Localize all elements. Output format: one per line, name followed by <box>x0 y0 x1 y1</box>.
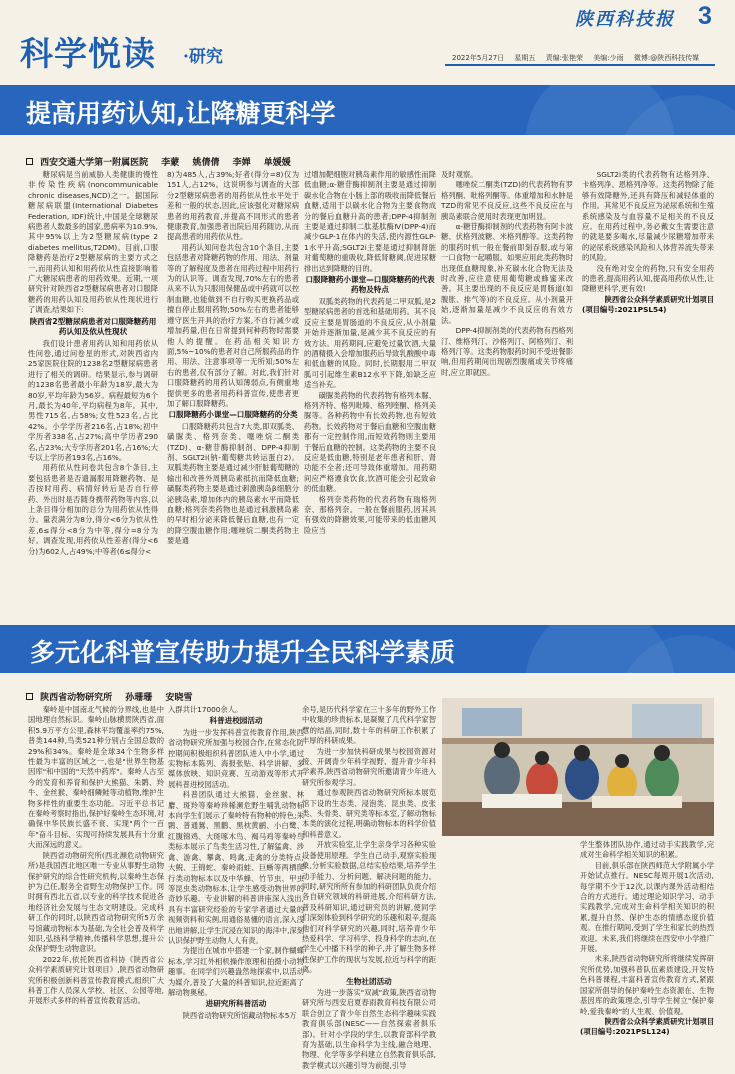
paragraph: 秦岭是中国南北气候的分界线,也是中国地理自然标识。秦岭山脉横贯陕西省,面积5.9万平方公里,森林平均覆盖率约75%,普类144种,鸟类521种分别占全国总数的29%和34%。秦岭是全球34个生物多样性最为丰富的区域之一,也是"世界生物基因库"和中国的"天然中药库"。秦岭人古至今的发育和养育和保护大熊猫、朱鹮、羚牛、金丝猴、秦岭细鳞鲑等动植物,维护生物多样性的重要生态功能。习近平总书记在秦岭考察时指出,保护好秦岭生态环境,对确保中华民族长盛不衰、实现"两个一百年"奋斗目标、实现可持续发展具有十分重大而深远的意义。 <box>28 705 164 850</box>
subheading: 口服降糖药小课堂—口服降糖药的代表药物及特点 <box>305 275 435 295</box>
paragraph: 陕西省动物研究所馆藏动物标本5万 <box>182 1010 297 1020</box>
classroom-photo-illustration <box>442 698 714 836</box>
article2-column-1 <box>28 705 164 1070</box>
article1-column-5 <box>582 170 714 615</box>
paragraph: 余号,是历代科学家在三十多年的野外工作中收集的珍贵标本,是凝聚了几代科学家智慧的结晶,同时,数十年的科研工作积累了丰厚的科研成果。 <box>302 705 436 746</box>
paragraph: 科普团队通过大熊猫、金丝猴、林麝、斑羚等秦岭珍稀濒危野生哺乳动物标本向学生们展示了秦岭特有物种的特色;朱鹮、普通鵟、黑鹳、黑枕黄鹂、小白鹭、红腹锦鸡、大斑啄木鸟、褐马鸡等秦岭鸟类标本展示了鸟类生活习性,了解猛禽、涉禽、游禽、攀禽、鸣禽,走禽的分类特点;大鲵、王锦蛇、秦岭雨蛙、巨蜥等两栖爬行类动物标本以及中华蜂、竹节虫、甲虫等昆虫类动物标本,让学生感受动物世界的奇妙乐趣。专业讲解的科普讲座深入浅出,具有丰富研究经验的专家学者通过大量的视频资料和实例,用通俗易懂的语言,深入浅出地讲解,让学生沉浸在知识的海洋中,深刻认识保护野生动物人人有责。 <box>168 790 304 945</box>
issue-meta <box>452 53 707 63</box>
paragraph: 口服降糖药共包含7大类,即双胍类、磺脲类、格列奈类、噻唑烷二酮类(TZD)、α-糖苷酶抑制剂、DPP-4抑制剂、SGLT2i(钠-葡萄糖共转运蛋白2)。双胍类药物主要是通过减少肝脏葡萄糖的输出和改善外周胰岛素抵抗而降低血糖;磺脲类药物主要是通过刺激胰岛β细胞分泌胰岛素,增加体内的胰岛素水平而降低血糖;格列奈类药物也是通过刺激胰岛素的早时相分泌来降低餐后血糖,也有一定的降空腹血糖作用;噻唑烷二酮类药物主要是通 <box>167 421 299 546</box>
article1-headline: 提高用药认知,让降糖更科学 <box>26 99 336 128</box>
issue-date: 2022年5月27日 <box>452 54 505 62</box>
article2-byline <box>26 690 202 703</box>
paragraph: 2022年,依托陕西省科协《陕西省公众科学素质研究计划项目》,陕西省动物研究所积极创新科普宣传教育模式,组织广大科普工作人员深入学校、社区、公园等地,开展形式多样的科普宣传教育活动。 <box>28 954 164 1006</box>
paragraph: 入群共计17000余人。 <box>168 705 243 714</box>
project-credit: 陕西省公众科学素质研究计划项目 <box>604 1016 714 1026</box>
wechat-credit: 微博:@陕西科技传媒 <box>633 54 700 62</box>
paragraph: 及时观察。 <box>441 170 478 179</box>
project-number: (项目编号:2021PSL54) <box>582 305 667 315</box>
subheading: 口服降糖药小课堂—口服降糖药的分类 <box>168 410 298 420</box>
paragraph: 未来,陕西省动物研究所将继续发挥研究所优势,加强科普队伍素质建设,开发特色科普课程,丰富科普宣传教育方式,紧跟国家所倡导的保护秦岭生态资源在、生物基因库的政策理念,引导学生树立"保护秦岭,爱我秦岭"的人生观、价值观。 <box>580 954 714 1016</box>
subheading: 陕西省2型糖尿病患者对口服降糖药用药认知及依从性现状 <box>29 316 157 337</box>
byline-author: 安晓雪 <box>165 693 193 703</box>
paragraph: 为进一步落实"双减"政策,陕西省动物研究所与西安启夏春雨教育科技有限公司联合创立了青少年自然生态科学趣味实践教育俱乐部(NESC——自然探索者俱乐部)。针对小学段的学生,以教育部科学教育为基础,以生命科学为主线,融合地理、物理、化学等多学科建立自然教育俱乐部,教学模式以兴趣引导为前提,引导 <box>302 987 436 1070</box>
article1-column-4 <box>441 170 573 562</box>
paragraph: 通过参观陕西省动物研究所标本展览馆下设的生态类、浸泡类、昆虫类、皮张类、头骨类、研究类等标本室,了解动物标本类的演化过程,明确动物标本的科学价值和科普意义。 <box>302 788 436 839</box>
article2-column-2 <box>168 705 304 1070</box>
article2-column-3 <box>302 705 436 1070</box>
section-subtitle: ·研究 <box>183 47 223 67</box>
square-bullet-icon <box>26 158 33 165</box>
subheading: 科普进校园活动 <box>209 716 263 726</box>
header-rule <box>445 64 715 66</box>
project-credit: 陕西省公众科学素质研究计划项目 <box>604 294 714 304</box>
article2-headline-banner <box>0 625 735 673</box>
paragraph: 双胍类药物的代表药是二甲双胍,是2型糖尿病患者的首选和基础用药。其不良反应主要是胃肠道的不良反应,从小剂量开始并逐渐加量,是减少其不良反应的有效方法。用药期间,应避免过量饮酒,大量的酒精摄入会增加服药后导致乳酸酸中毒和低血糖的风险。同时,长期服用二甲双胍可引起维生素B12水平下降,如缺乏应适当补充。 <box>304 296 436 390</box>
paragraph: 目前,俱乐部在陕西师范大学附属小学开始试点推行。NESC每周开展1次活动,每学期不少于12次,以课内课外活动相结合的方式进行。通过理论知识学习、动手实践教学,完成对生命科学相关知识的积累,提升自然、保护生态的情感态度价值观。在推行期间,受到了学生和家长的热烈欢迎。未来,我们将继续在西安中小学推广开展。 <box>580 860 714 954</box>
paragraph: 噻唑烷二酮类(TZD)的代表药物有罗格列酮、吡格列酮等。体重增加和水肿是TZD的常见不良反应,这些不良反应在与胰岛素联合使用时表现更加明显。 <box>441 180 573 221</box>
designer-credit: 美编:少雨 <box>593 54 624 62</box>
paragraph: 我们设计患者用药认知和用药依从性问卷,通过问卷星的形式,对陕西省内25家医院住院的1238名2型糖尿病患者进行了相关的调研。结果显示,参与调研的1238名患者最小年龄为18岁,最大为80岁,平均年龄为56岁。病程最短为6个月,最长为40年,平均病程为8年。其中,男性715名,占58%;女性523名,占比42%。小学学历者216名,占18%;初中学历者338名,占27%;高中学历者290名,占23%;大专学历者201名,占16%;大专以上学历者193名,占16%。 <box>28 338 158 462</box>
article1-column-2 <box>167 170 299 560</box>
article2-column-4 <box>442 840 579 1070</box>
byline-author: 姚倩倩 <box>192 158 220 168</box>
students-photo <box>442 698 714 836</box>
byline-author: 单媛媛 <box>263 158 291 168</box>
article2-column-5 <box>580 840 714 1070</box>
byline-author: 孙珊珊 <box>125 693 153 703</box>
paragraph: α-糖苷酶抑制剂的代表药物有阿卡波糖、伏格列波糖、米格列醇等。这类药物的服药时机一般在餐前即刻吞服,或与第一口食物一起嚼服。如果应用此类药物时出现低血糖现象,补充碳水化合物无法及时改善,应往意使用葡萄糖或蜂蜜来改善。其主要出现的不良反应是胃肠道(如腹胀、排气等)的不良反应。从小剂量开始,逐渐加量是减少不良反应的有效方法。 <box>441 222 573 325</box>
editor-credit: 责编:张艳荣 <box>545 54 584 62</box>
paragraph: 开放实验室,让学生亲身学习各种实验设备使用原理。学生自己动手,观察实验现象,分析实验数据,总结实验结果,培养学生动手能力、分析问题、解决问题的能力。同时,研究所所有参加的科研团队负责介绍各自研究领域的科研进展,介绍科研方法,普及科研知识,通过研究员的讲解,使同学们深刻体验到科学研究的乐趣和艰辛,提高他们对科学研究的兴趣,同时,培养青少年热爱科学、学习科学、投身科学的志向,在学生心中播下科学的种子,并了解生物多样性保护工作的现状与发展,拉近与科学的距离。 <box>302 840 436 975</box>
subheading: 生物社团活动 <box>346 976 392 986</box>
article2-headline: 多元化科普宣传助力提升全民科学素质 <box>30 638 456 667</box>
newspaper-logo: 陕西科技报 <box>575 9 675 30</box>
paragraph: 用药依从性问卷共包含8个条目,主要包括患者是否遗漏服用降糖药物、是否按时用药、病情好转后是否自行停药、外出时是否随身携带药物等内容,以上条目得分相加的总分为用药依从性得分。量表满分为8分,得分<6分为依从性差,6≤得分<8分为中等,得分=8分为好。调查发现,用药依从性差者(得分<6分)为602人,占49%;中等者(6≤得分< <box>28 463 158 556</box>
paragraph: DPP-4抑制剂类的代表药物有西格列汀、维格列汀、沙格列汀、阿格列汀、利格列汀等。这类药物服药时间不受进餐影响,但用药期间出现剧烈腹痛或关节疼痛时,应立即就医。 <box>441 326 573 377</box>
paragraph: 磺脲类药物的代表药物有格列本脲、格列齐特、格列吡嗪、格列喹酮、格列美脲等。各种药物中有长效药物,也有短效药物。长效药物对于餐后血糖和空腹血糖都有一定控制作用,而短效药物则主要用于餐后血糖的控制。这类药物的主要不良反应是低血糖,特别是老年患者和肝、肾功能不全者;还可导致体重增加。用药期间应严格遵食饮食,饮酒可能会引起致命的低血糖。 <box>304 390 436 494</box>
page-number: 3 <box>698 2 712 30</box>
paragraph: 陕西省动物研究所(西北濒危动物研究所)是我国西北地区唯一专业从事野生动物保护研究的综合性研究机构,以秦岭生态保护为己任,服务全省野生动物保护工作。同时拥有西北五省,以专业的科学技术促进各地经济社会发展与生态文明建设。完成科研工作的同时,以陕西省动物研究所5万余号馆藏动物标本为基础,为全社会普及科学知识,弘扬科学精神,传播科学思想,提升公众保护野生动物意识。 <box>28 850 164 954</box>
byline-affiliation: 陕西省动物研究所 <box>40 693 113 703</box>
article1-column-3 <box>304 170 436 562</box>
article1-headline-banner <box>0 85 735 135</box>
paragraph: 过增加靶细胞对胰岛素作用的敏感性而降低血糖;α-糖苷酶抑制剂主要是通过抑制碳水化合物在小肠上部的吸收而降低餐后血糖,适用于以碳水化合物为主要食物成分的餐后血糖升高的患者;DPP-4抑制剂主要是通过抑制二肽基肽酶Ⅳ(DPP-4)而减少GLP-1在体内的失活,使内源性GLP-1水平升高;SGLT2i主要是通过抑制肾脏对葡萄糖的重吸收,降低肾糖阈,促进尿糖排出达到降糖的目的。 <box>304 170 436 273</box>
paragraph: 格列奈类药物的代表药物有瑞格列奈、那格列奈。一般在餐前服药,因其具有强效的降糖效果,可能带来的低血糖风险应当 <box>304 494 436 535</box>
paragraph: 糖尿病是当前威胁人类健康的慢性非传染性疾病(noncommunicable chronic diseases,NCD)之一。据国际糖尿病联盟(International Diabetes Federation, IDF)统计,中国是全球糖尿病患者人数最多的国家,患病率为10.9%,其中95%以上为2型糖尿病(type 2 diabetes mellitus,T2DM)。目前,口服降糖药是治疗2型糖尿病的主要方式之一,而用药认知和用药依从性直接影响着广大糖尿病患者的用药效果。近期,一项研究针对陕西省2型糖尿病患者对口服降糖药的用药认知及用药依从性现状进行了调查,结果如下: <box>28 170 158 315</box>
square-bullet-icon <box>26 693 33 700</box>
project-number: (项目编号:2021PSL124) <box>580 1027 670 1037</box>
paragraph: 没有绝对安全的药物,只有安全用药的患者,提高用药认知,提高用药依从性,让降糖更科学,更有效! <box>582 263 714 294</box>
paragraph: 学生整体团队协作,通过动手实践教学,完成对生命科学相关知识的积累。 <box>580 840 714 860</box>
paragraph: 8)为485人,占39%;好者(得分=8)仅为151人,占12%。这说明参与调查的大部分2型糖尿病患者的用药依从性水平处于差和一般的状态,因此,应该强化对糖尿病患者的用药教育,并提高不同形式的患者健康教育,加强患者出院后用药随访,从而提高患者的用药依从性。 <box>167 170 299 242</box>
paragraph: 为进一步加快科研成果与校园资源对接、开阔青少年科学视野、提升青少年科学素养,陕西省动物研究所邀请青少年进入研究所参观学习。 <box>302 746 436 787</box>
issue-weekday: 星期五 <box>514 54 536 62</box>
paragraph: SGLT2i类的代表药物有达格列净、卡格列净、恩格列净等。这类药物除了能够有效降糖外,还具有降压和减轻体重的作用。其常见不良反应为泌尿系统和生殖系统感染及与血容量不足相关的不良反应。在用药过程中,务必戴女生需要注意的就是要多喝水,尽量减少尿糖增加带来的泌尿系统感染风险和人体营养流失带来的风险。 <box>582 170 714 263</box>
byline-author: 李婵 <box>232 158 251 168</box>
subheading: 进研究所科普活动 <box>205 999 267 1009</box>
byline-author: 李蒙 <box>161 158 180 168</box>
paragraph: 用药认知问卷共包含10个条目,主要包括患者对降糖药物的作用、用法、剂量等的了解程度及患者在用药过程中用药行为的认识等。调查发现,70%左右的患者从来不认为只服用保健品或中药就可以控制血糖,也能做到不自行购买更换药品或擅自停止服用药物;50%左右的患者能够遵守医生开具的治疗方案,不自行减少或增加药量,但在日常提到何种药物时需要他人的提醒。在药品相关知识方面,5%~10%的患者对自己所服药品的作用、用法、注意事项等一无所知;50%左右的患者,仅有部分了解。对此,我们针对口服降糖药的用药认知薄弱点,有侧重地提供更多的患者用药科普宣传,使患者更加了解口服降糖药。 <box>167 242 299 408</box>
page-masthead <box>0 0 735 73</box>
paragraph: 为提出在城市中搭建一个家,制作蝴蝶标本,学习红外相机操作原理和拍摄小动物趣事。在同学们兴趣盎然地探索中,以活动为媒介,普及了大量的科普知识,拉近距离了解动物奥秘。 <box>168 946 304 997</box>
article1-byline <box>26 155 301 168</box>
article1-column-1 <box>28 170 158 560</box>
paragraph: 为进一步发挥科普宣传教育作用,陕西省动物研究所加强与校园合作,在常态化防控期间积极组织科普团队进入中小学,通过实物标本陈列、海报张贴、科学讲解、多媒体放映、知识竞赛、互动游戏等形式开展科普进校园活动。 <box>168 727 304 789</box>
byline-affiliation: 西安交通大学第一附属医院 <box>40 158 149 168</box>
section-title: 科学悦读 <box>20 34 156 73</box>
